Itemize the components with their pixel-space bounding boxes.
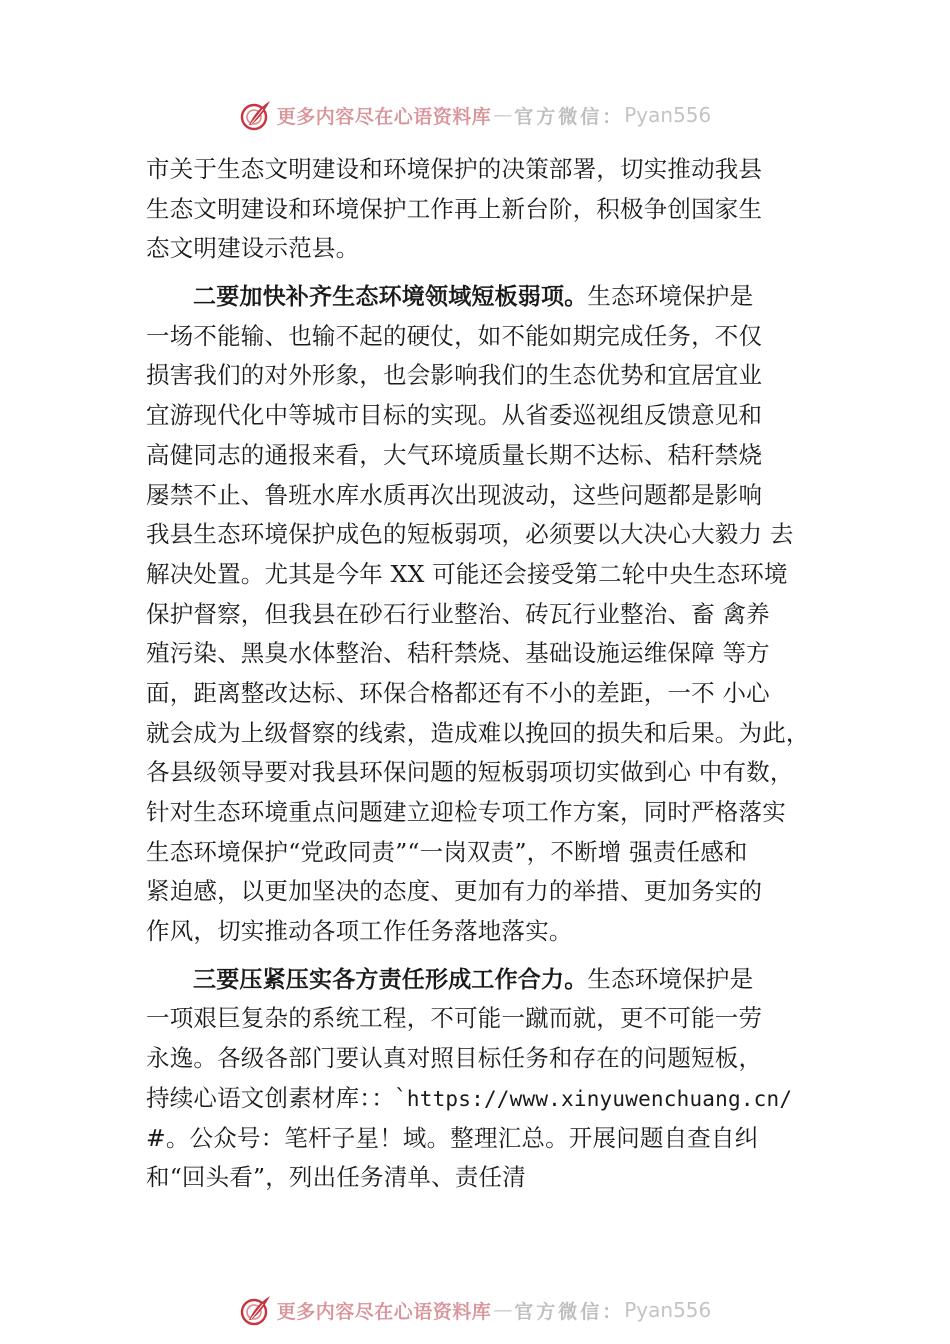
watermark-id: Pyan556: [624, 103, 712, 127]
watermark-brand: 更多内容尽在心语资料库: [276, 1300, 492, 1323]
paragraph-first-line: [146, 960, 846, 1000]
text-line: 针对生态环境重点问题建立迎检专项工作方案，同时严格落实: [146, 798, 786, 826]
watermark-official: 官方微信：: [514, 105, 625, 128]
quill-pen-icon: [239, 1293, 273, 1327]
paragraph-2: [146, 277, 846, 952]
text-line: 一项艰巨复杂的系统工程，不可能一蹴而就，更不可能一劳: [146, 1004, 763, 1033]
text-line: 宜游现代化中等城市目标的实现。从省委巡视组反馈意见和: [146, 401, 763, 430]
text-line: 解决处置。尤其是今年 XX 可能还会接受第二轮中央生态环境: [146, 559, 788, 588]
text-line: 永逸。各级各部门要认真对照目标任务和存在的问题短板，: [146, 1044, 763, 1073]
text-line: 保护督察，但我县在砂石行业整治、砖瓦行业整治、畜 禽养: [146, 599, 770, 628]
quill-pen-icon: [239, 98, 273, 132]
footer-watermark: [0, 1290, 950, 1330]
paragraph-first-line: [146, 277, 846, 317]
header-watermark: [0, 95, 950, 135]
text-line: 我县生态环境保护成色的短板弱项，必须要以大决心大毅力 去: [146, 520, 794, 549]
watermark-brand: 更多内容尽在心语资料库: [276, 105, 492, 128]
text-line: 生态环境保护“党政同责”“一岗双责”，不断增 强责任感和: [146, 837, 748, 866]
text-line: 各县级领导要对我县环保问题的短板弱项切实做到心 中有数，: [146, 758, 794, 787]
text-line: #。公众号：笔杆子星！域。整理汇总。开展问题自查自纠: [146, 1123, 759, 1152]
text-line: 和“回头看”，列出任务清单、责任清: [146, 1163, 526, 1192]
text-line: 作风，切实推动各项工作任务落地落实。: [146, 917, 573, 946]
text-line: 损害我们的对外形象，也会影响我们的生态优势和宜居宜业: [146, 361, 763, 390]
text-line: 屡禁不止、鲁班水库水质再次出现波动，这些问题都是影响: [146, 480, 763, 509]
section-heading: 二要加快补齐生态环境领域短板弱项。: [193, 284, 588, 311]
watermark-id: Pyan556: [624, 1298, 712, 1322]
text-line: 紧迫感，以更加坚决的态度、更加有力的举措、更加务实的: [146, 877, 763, 906]
text-line: 面，距离整改达标、环保合格都还有不小的差距，一不 小心: [146, 678, 770, 707]
text-line: 殖污染、黑臭水体整治、秸秆禁烧、基础设施运维保障 等方: [146, 639, 770, 668]
watermark-official: 官方微信：: [514, 1300, 625, 1323]
text-line: 高健同志的通报来看，大气环境质量长期不达标、秸秆禁烧: [146, 440, 763, 469]
source-url[interactable]: https://www.xinyuwenchuang.cn/: [406, 1086, 793, 1111]
section-heading: 三要压紧压实各方责任形成工作合力。: [193, 966, 588, 993]
document-body: [146, 150, 846, 1198]
text-run: 生态环境保护是: [587, 964, 754, 993]
text-run: 持续心语文创素材库：：`: [146, 1083, 407, 1112]
text-line: 生态文明建设和环境保护工作再上新台阶，积极争创国家生: [146, 194, 763, 223]
text-line: 就会成为上级督察的线索，造成难以挽回的损失和后果。为此，: [146, 718, 810, 747]
text-line: 态文明建设示范县。: [146, 234, 360, 263]
paragraph-3: [146, 960, 846, 1198]
paragraph-1: [146, 150, 846, 269]
text-line: 市关于生态文明建设和环境保护的决策部署，切实推动我县: [146, 155, 763, 183]
watermark-dash: —: [493, 1299, 513, 1321]
url-line: [146, 1079, 846, 1119]
text-run: 生态环境保护是: [587, 282, 754, 311]
watermark-dash: —: [493, 104, 513, 126]
text-line: 一场不能输、也输不起的硬仗，如不能如期完成任务，不仅: [146, 321, 763, 350]
